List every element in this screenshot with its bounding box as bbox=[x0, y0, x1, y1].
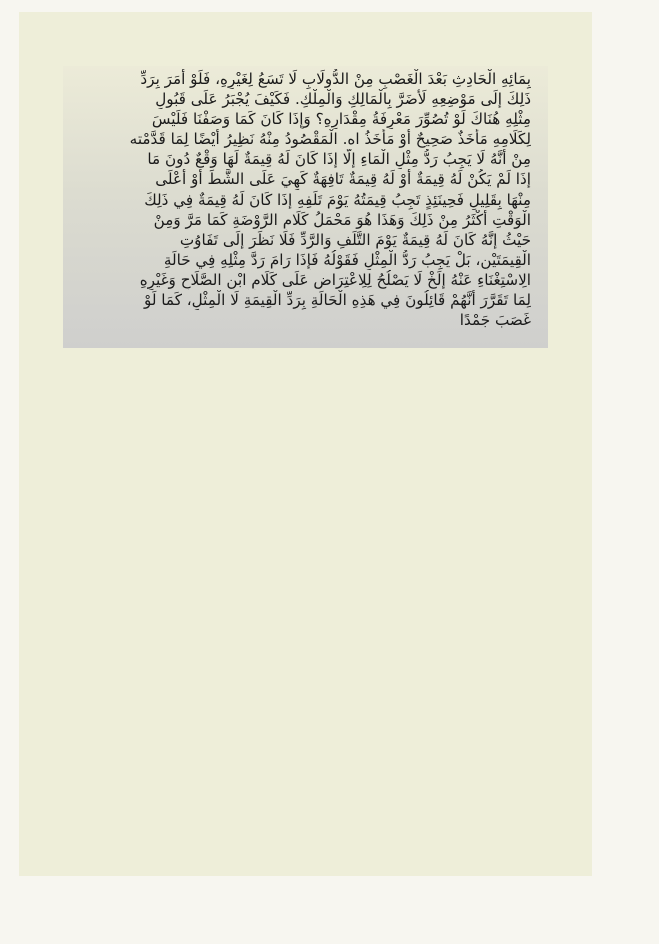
text-line-6: إذَا لَمْ يَكُنْ لَهُ قِيمَةٌ أَوْ لَهُ قِيمَةٌ تَافِهَةٌ كَهِيَ عَلَى الشَّطِّ أَوْ أَعْلَى bbox=[155, 170, 531, 189]
text-line-10: الْقِيمَتَيْنِ، بَلْ يَجِبُ رَدُّ الْمِثْلِ فَقَوْلُهُ فَإِذَا رَامَ رَدَّ مِثْلِهِ فِي حَالَةِ bbox=[163, 250, 531, 269]
text-line-12: لِمَا تَقَرَّرَ أَنَّهُمْ قَائِلُونَ فِي هَذِهِ الْحَالَةِ بِرَدِّ الْقِيمَةِ لَا الْمِثْلِ، كَمَا لَوْ bbox=[144, 291, 531, 310]
text-passage bbox=[63, 66, 548, 348]
text-line-1: بِمَائِهِ الْحَادِثِ بَعْدَ الْغَصْبِ مِنْ الدُّولَابِ لَا تَسَعُ لِغَيْرِهِ، فَلَوْ أَمَرَ بِرَدِّ bbox=[140, 70, 531, 88]
text-line-11: الِاسْتِغْنَاءِ عَنْهُ إلَخْ لَا يَصْلُحُ لِلِاعْتِرَاضِ عَلَى كَلَامِ ابْنِ الصَّلَاحِ وَغَيْرِهِ bbox=[139, 270, 531, 289]
text-line-4: لِكَلَامِهِ مَأْخَذٌ صَحِيحٌ أَوْ مَأْخَذُ اه. الْمَقْصُودُ مِنْهُ نَظِيرُ أَيْضًا لِمَا قَدَّمْته bbox=[129, 130, 531, 149]
text-line-5: مِنْ أَنَّهُ لَا يَجِبُ رَدُّ مِثْلِ الْمَاءِ إلَّا إذَا كَانَ لَهُ قِيمَةٌ لَهَا وَقْعٌ دُونَ مَا bbox=[147, 150, 531, 169]
text-line-3: مِثْلِهِ هُنَاكَ لَوْ تُصُوِّرَ مَعْرِفَةُ مِقْدَارِهِ؟ وَإِذَا كَانَ كَمَا وَصَفْنَا فَلَيْسَ bbox=[151, 110, 531, 129]
text-line-9: حَيْثُ إنَّهُ كَانَ لَهُ قِيمَةٌ يَوْمَ التَّلَفِ وَالرَّدِّ فَلَا نَظَرَ إلَى تَفَاوُتِ bbox=[179, 230, 531, 249]
text-line-13: غَصَبَ جَمْدًا bbox=[459, 311, 531, 330]
text-line-7: مِنْهَا بِقَلِيلٍ فَحِينَئِذٍ تَجِبُ قِيمَتُهُ يَوْمَ تَلَفِهِ إذَا كَانَ لَهُ قِيمَةٌ فِي ذَلِكَ bbox=[144, 190, 531, 209]
text-line-8: الْوَقْتِ أَكْثَرُ مِنْ ذَلِكَ وَهَذَا هُوَ مَحْمَلُ كَلَامِ الرَّوْضَةِ كَمَا مَرَّ وَمِنْ bbox=[153, 210, 531, 229]
text-line-2: ذَلِكَ إلَى مَوْضِعِهِ لَأَضَرَّ بِالْمَالِكِ وَالْمِلْكِ. فَكَيْفَ يُجْبَرُ عَلَى قَبُولِ bbox=[155, 90, 531, 109]
arabic-paragraph bbox=[83, 69, 531, 330]
